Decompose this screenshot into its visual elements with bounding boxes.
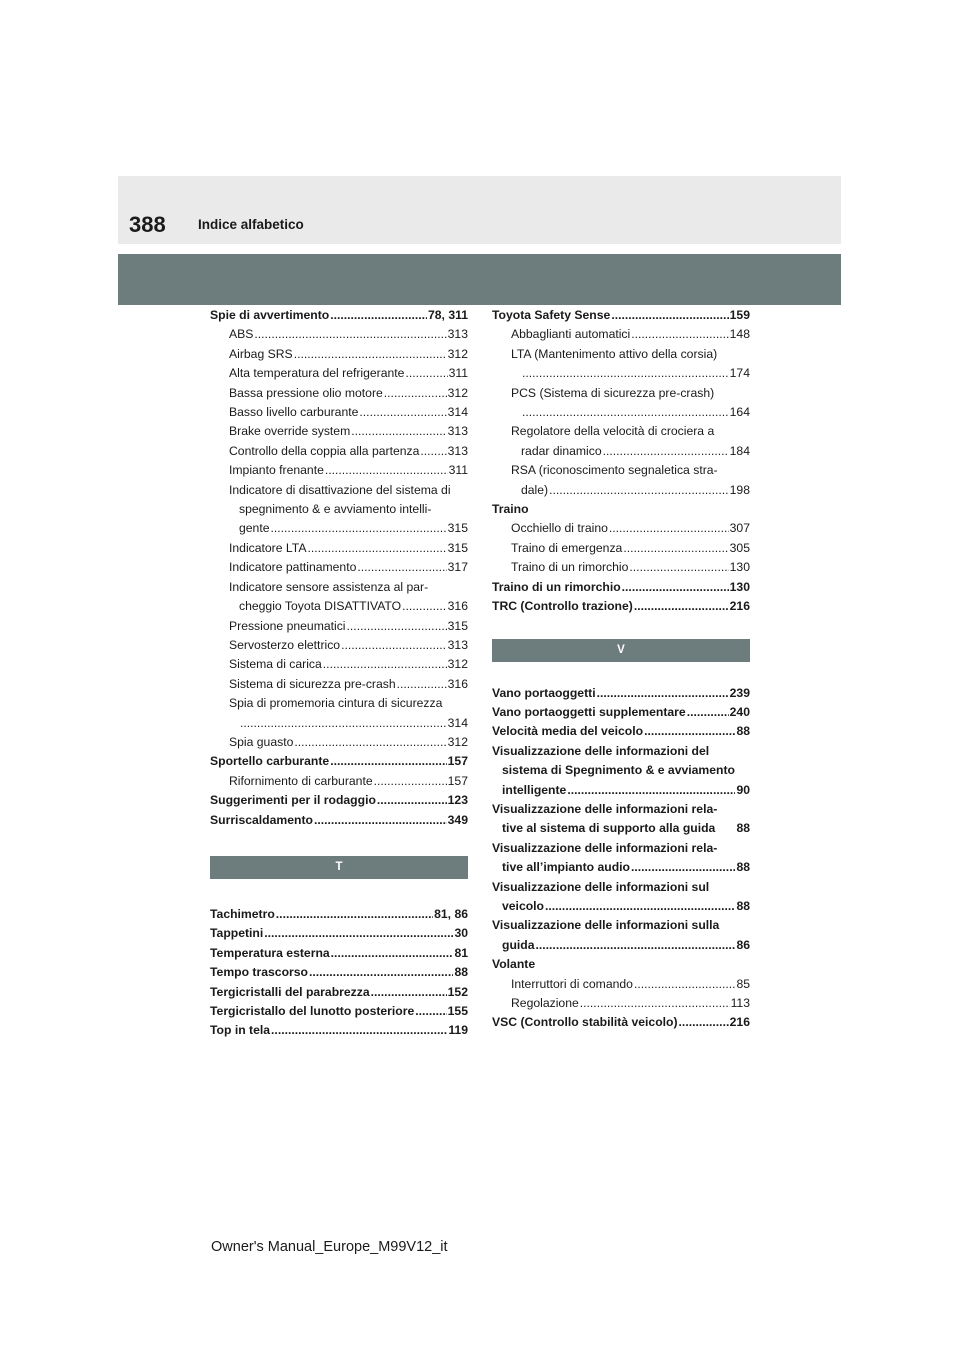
entry-row: [229, 364, 468, 383]
leader-dots: [240, 714, 447, 733]
leader-dots: [254, 325, 446, 344]
page-reference: 78, 311: [428, 308, 468, 322]
page-reference: 216: [729, 1015, 750, 1030]
entry-line: Regolatore della velocità di crociera a: [511, 424, 715, 439]
entry-label: Brake override system: [229, 424, 351, 439]
page-reference: 313: [447, 637, 468, 652]
leader-dots: [323, 655, 447, 674]
index-subentry: [210, 364, 468, 383]
page-reference: 88: [736, 821, 750, 836]
entry-row: [229, 617, 468, 636]
leader-dots: [271, 519, 447, 538]
entry-row: [210, 983, 468, 1002]
leader-dots: [679, 1013, 729, 1032]
entry-label: dale): [521, 482, 549, 497]
entry-line: spegnimento & e avviamento intelli-: [239, 502, 432, 517]
index-subentry: [492, 994, 750, 1013]
index-entry: [210, 1002, 468, 1021]
entry-label: Tachimetro: [210, 906, 275, 921]
entry-row: [229, 772, 468, 791]
leader-dots: [402, 597, 447, 616]
page-reference: 90: [736, 782, 750, 797]
leader-dots: [609, 519, 729, 538]
entry-label: Tappetini: [210, 926, 264, 941]
index-entry: [210, 791, 468, 810]
index-entry: [210, 944, 468, 963]
page-reference: 315: [447, 521, 468, 536]
entry-line: sistema di Spegnimento & e avviamento: [502, 763, 735, 778]
entry-row: [210, 791, 468, 810]
entry-label: Bassa pressione olio motore: [229, 385, 383, 400]
leader-dots: [629, 558, 728, 577]
page-reference: 88: [454, 965, 468, 980]
page-reference: 113: [730, 996, 750, 1010]
entry-row: [492, 858, 750, 877]
footer-text: Owner's Manual_Europe_M99V12_it: [211, 1239, 448, 1255]
entry-row: [229, 345, 468, 364]
entry-row: [229, 733, 468, 752]
index-subentry: [492, 384, 750, 423]
index-subentry: [210, 558, 468, 577]
leader-dots: [405, 364, 447, 383]
entry-row: [210, 1002, 468, 1021]
page-reference: 216: [729, 599, 750, 614]
leader-dots: [331, 944, 454, 963]
page-reference: 155: [447, 1004, 468, 1018]
entry-row: [229, 519, 468, 538]
leader-dots: [536, 936, 736, 955]
entry-label: veicolo: [502, 898, 544, 913]
entry-row: [492, 597, 750, 616]
entry-label: Suggerimenti per il rodaggio: [210, 793, 376, 808]
page-reference: 130: [729, 560, 750, 575]
leader-dots: [549, 481, 729, 500]
index-column-left: [210, 306, 468, 1041]
index-subentry: [492, 422, 750, 461]
entry-row: [229, 539, 468, 558]
entry-row: [492, 722, 750, 741]
entry-row: [511, 325, 750, 344]
entry-line: Indicatore sensore assistenza al par-: [229, 579, 429, 594]
entry-label: Airbag SRS: [229, 346, 293, 361]
entry-label: Impianto frenante: [229, 463, 324, 478]
index-subentry: [210, 345, 468, 364]
leader-dots: [687, 703, 729, 722]
entry-label: Spie di avvertimento: [210, 308, 330, 322]
entry-row: [511, 403, 750, 422]
leader-dots: [622, 578, 729, 597]
entry-label: Top in tela: [210, 1023, 271, 1038]
leader-dots: [325, 461, 448, 480]
index-heading: Traino: [492, 502, 529, 517]
index-entry: [492, 1013, 750, 1032]
leader-dots: [307, 539, 446, 558]
entry-row: [511, 539, 750, 558]
entry-row: [229, 558, 468, 577]
entry-row: [229, 675, 468, 694]
page-reference: 130: [729, 579, 750, 594]
entry-row: [492, 819, 750, 838]
leader-dots: [603, 442, 729, 461]
entry-row: [229, 636, 468, 655]
entry-label: Interruttori di comando: [511, 976, 633, 991]
index-entry: [492, 800, 750, 839]
page-reference: 312: [447, 346, 468, 361]
page-reference: 81: [454, 945, 468, 960]
entry-label: intelligente: [502, 782, 567, 797]
page-reference: 88: [736, 898, 750, 913]
leader-dots: [294, 345, 447, 364]
entry-row: [229, 655, 468, 674]
leader-dots: [597, 684, 729, 703]
entry-row: [492, 703, 750, 722]
index-subentry: [210, 403, 468, 422]
entry-label: cheggio Toyota DISATTIVATO: [239, 599, 402, 614]
leader-dots: [309, 963, 453, 982]
leader-dots: [545, 897, 735, 916]
leader-dots: [634, 975, 736, 994]
index-subentry: [210, 442, 468, 461]
leader-dots: [371, 983, 447, 1002]
entry-label: tive all’impianto audio: [502, 860, 630, 875]
index-subentry: [492, 325, 750, 344]
leader-dots: [522, 403, 729, 422]
page-reference: 85: [736, 976, 750, 991]
index-entry: [492, 722, 750, 741]
index-subentry: [210, 481, 468, 539]
entry-row: [229, 422, 468, 441]
entry-row: [210, 924, 468, 943]
entry-label: Traino di un rimorchio: [492, 579, 621, 594]
entry-label: gente: [239, 521, 270, 536]
index-subentry: [210, 578, 468, 617]
index-subentry: [210, 617, 468, 636]
entry-label: Tergicristallo del lunotto posteriore: [210, 1004, 415, 1018]
index-entry: [210, 1021, 468, 1040]
leader-dots: [623, 539, 728, 558]
index-subentry: [492, 558, 750, 577]
index-entry: [492, 742, 750, 800]
entry-row: [229, 461, 468, 480]
entry-label: Rifornimento di carburante: [229, 773, 373, 788]
entry-line: PCS (Sistema di sicurezza pre-crash): [511, 385, 715, 400]
index-entry: [492, 839, 750, 878]
entry-label: Toyota Safety Sense: [492, 308, 611, 322]
page-reference: 152: [447, 984, 468, 999]
index-subentry: [492, 345, 750, 384]
page-number: 388: [129, 212, 166, 237]
page-reference: 81, 86: [434, 906, 468, 921]
entry-label: guida: [502, 937, 535, 952]
entry-line: Indicatore di disattivazione del sistema di: [229, 482, 451, 497]
leader-dots: [357, 558, 446, 577]
page-reference: 307: [729, 521, 750, 536]
leader-dots: [397, 675, 447, 694]
entry-row: [210, 905, 468, 924]
leader-dots: [634, 597, 729, 616]
entry-label: Temperatura esterna: [210, 945, 330, 960]
leader-dots: [330, 306, 427, 325]
page-reference: 88: [736, 724, 750, 739]
entry-line: Visualizzazione delle informazioni del: [492, 743, 710, 758]
page-reference: 157: [447, 773, 468, 788]
index-subentry: [492, 539, 750, 558]
page-reference: 311: [448, 366, 468, 381]
page-reference: 198: [729, 482, 750, 497]
leader-dots: [351, 422, 446, 441]
page-reference: 86: [736, 937, 750, 952]
entry-label: VSC (Controllo stabilità veicolo): [492, 1015, 678, 1030]
entry-row: [229, 714, 468, 733]
entry-label: Spia guasto: [229, 734, 294, 749]
leader-dots: [580, 994, 730, 1013]
leader-dots: [420, 442, 446, 461]
index-entry: [210, 811, 468, 830]
entry-label: Sistema di carica: [229, 657, 322, 672]
entry-row: [492, 936, 750, 955]
index-entry: [210, 983, 468, 1002]
entry-row: [210, 811, 468, 830]
index-subentry: [210, 325, 468, 344]
index-subentry: [210, 655, 468, 674]
page-reference: 305: [729, 540, 750, 555]
leader-dots: [415, 1002, 446, 1021]
entry-row: [229, 325, 468, 344]
page-reference: 311: [448, 463, 468, 478]
index-entry: [492, 578, 750, 597]
entry-row: [229, 384, 468, 403]
entry-row: [210, 963, 468, 982]
entry-row: [210, 752, 468, 771]
header-bar: [118, 176, 841, 244]
page-reference: 174: [729, 366, 750, 381]
index-subentry: [210, 461, 468, 480]
page-reference: 30: [454, 926, 468, 941]
page-reference: 184: [729, 443, 750, 458]
entry-line: Visualizzazione delle informazioni sulla: [492, 918, 720, 933]
entry-line: Visualizzazione delle informazioni sul: [492, 879, 710, 894]
page-reference: 317: [447, 560, 468, 575]
entry-row: [492, 1013, 750, 1032]
section-letter: V: [492, 639, 750, 662]
entry-label: Basso livello carburante: [229, 405, 359, 420]
index-entry: [492, 306, 750, 325]
entry-label: Occhiello di traino: [511, 521, 608, 536]
leader-dots: [644, 722, 735, 741]
index-subentry: [210, 694, 468, 733]
index-subentry: [492, 461, 750, 500]
index-subentry: [210, 733, 468, 752]
entry-label: Sistema di sicurezza pre-crash: [229, 676, 396, 691]
index-entry: [210, 306, 468, 325]
page-reference: 148: [729, 327, 750, 342]
leader-dots: [264, 924, 453, 943]
index-entry: [210, 752, 468, 771]
page-reference: 316: [447, 676, 468, 691]
entry-label: Regolazione: [511, 996, 579, 1010]
entry-row: [492, 684, 750, 703]
leader-dots: [330, 752, 446, 771]
entry-label: Traino di emergenza: [511, 540, 623, 555]
page-reference: 314: [447, 715, 468, 730]
entry-label: radar dinamico: [521, 443, 602, 458]
entry-label: Velocità media del veicolo: [492, 724, 644, 739]
page-reference: 159: [729, 308, 750, 322]
page-reference: 240: [729, 704, 750, 719]
entry-label: Indicatore LTA: [229, 540, 307, 555]
leader-dots: [631, 858, 735, 877]
entry-row: [210, 306, 468, 325]
entry-row: [210, 1021, 468, 1040]
page-reference: 164: [729, 405, 750, 420]
entry-label: Vano portaoggetti supplementare: [492, 704, 686, 719]
leader-dots: [374, 772, 447, 791]
page-reference: 312: [447, 657, 468, 672]
entry-row: [229, 403, 468, 422]
page-reference: 312: [447, 385, 468, 400]
page-reference: 123: [447, 793, 468, 808]
entry-row: [511, 975, 750, 994]
page-reference: 349: [447, 812, 468, 827]
index-subentry: [492, 975, 750, 994]
page-reference: 313: [447, 424, 468, 439]
index-subentry: [210, 675, 468, 694]
entry-row: [511, 994, 750, 1013]
leader-dots: [359, 403, 446, 422]
index-entry: [210, 924, 468, 943]
index-column-right: [492, 306, 750, 1033]
index-entry: [492, 703, 750, 722]
leader-dots: [347, 617, 447, 636]
leader-dots: [276, 905, 433, 924]
entry-line: Spia di promemoria cintura di sicurezza: [229, 696, 443, 711]
index-entry: [492, 916, 750, 955]
entry-label: ABS: [229, 327, 254, 342]
entry-line: Visualizzazione delle informazioni rela-: [492, 801, 718, 816]
page-reference: 88: [736, 860, 750, 875]
page-reference: 313: [447, 327, 468, 342]
index-subentry: [210, 636, 468, 655]
entry-row: [511, 519, 750, 538]
entry-row: [511, 364, 750, 383]
entry-label: Pressione pneumatici: [229, 618, 346, 633]
page-reference: 313: [447, 443, 468, 458]
leader-dots: [377, 791, 447, 810]
entry-line: LTA (Mantenimento attivo della corsia): [511, 346, 718, 361]
entry-label: Servosterzo elettrico: [229, 637, 341, 652]
leader-dots: [567, 781, 735, 800]
page-title: Indice alfabetico: [198, 217, 304, 232]
index-entry: [492, 878, 750, 917]
index-entry: [492, 597, 750, 616]
entry-label: Indicatore pattinamento: [229, 560, 357, 575]
index-entry: [492, 684, 750, 703]
entry-line: Visualizzazione delle informazioni rela-: [492, 840, 718, 855]
entry-row: [210, 944, 468, 963]
page-reference: 157: [447, 754, 468, 769]
page-reference: 312: [447, 734, 468, 749]
index-subentry: [210, 772, 468, 791]
index-subentry: [210, 422, 468, 441]
section-letter: T: [210, 856, 468, 879]
leader-dots: [384, 384, 447, 403]
leader-dots: [611, 306, 728, 325]
leader-dots: [294, 733, 446, 752]
page-reference: 315: [447, 618, 468, 633]
entry-row: [511, 558, 750, 577]
entry-label: Vano portaoggetti: [492, 685, 596, 700]
index-subentry: [492, 519, 750, 538]
index-entry: [210, 905, 468, 924]
leader-dots: [271, 1021, 447, 1040]
page-reference: 315: [447, 540, 468, 555]
leader-dots: [341, 636, 447, 655]
page-reference: 239: [729, 685, 750, 700]
entry-label: Tempo trascorso: [210, 965, 308, 980]
entry-row: [511, 442, 750, 461]
page-reference: 316: [447, 599, 468, 614]
entry-row: [229, 597, 468, 616]
page-reference: 119: [448, 1023, 468, 1038]
entry-label: Traino di un rimorchio: [511, 560, 629, 575]
entry-label: Controllo della coppia alla partenza: [229, 443, 420, 458]
leader-dots: [522, 364, 729, 383]
header-band: [118, 254, 841, 305]
index-subentry: [210, 539, 468, 558]
entry-row: [492, 897, 750, 916]
entry-row: [511, 481, 750, 500]
entry-label: Surriscaldamento: [210, 812, 313, 827]
entry-label: Tergicristalli del parabrezza: [210, 984, 370, 999]
entry-label: Sportello carburante: [210, 754, 330, 769]
entry-label: TRC (Controllo trazione): [492, 599, 633, 614]
entry-label: Alta temperatura del refrigerante: [229, 366, 405, 381]
leader-dots: [631, 325, 728, 344]
entry-row: [492, 781, 750, 800]
entry-line: RSA (riconoscimento segnaletica stra-: [511, 463, 718, 478]
entry-row: [492, 578, 750, 597]
entry-row: [229, 442, 468, 461]
entry-label: Abbaglianti automatici: [511, 327, 631, 342]
page-reference: 314: [447, 405, 468, 420]
entry-row: [492, 306, 750, 325]
entry-label: tive al sistema di supporto alla guida: [502, 821, 716, 836]
leader-dots: [314, 811, 447, 830]
index-subentry: [210, 384, 468, 403]
index-heading: Volante: [492, 957, 536, 972]
index-entry: [210, 963, 468, 982]
